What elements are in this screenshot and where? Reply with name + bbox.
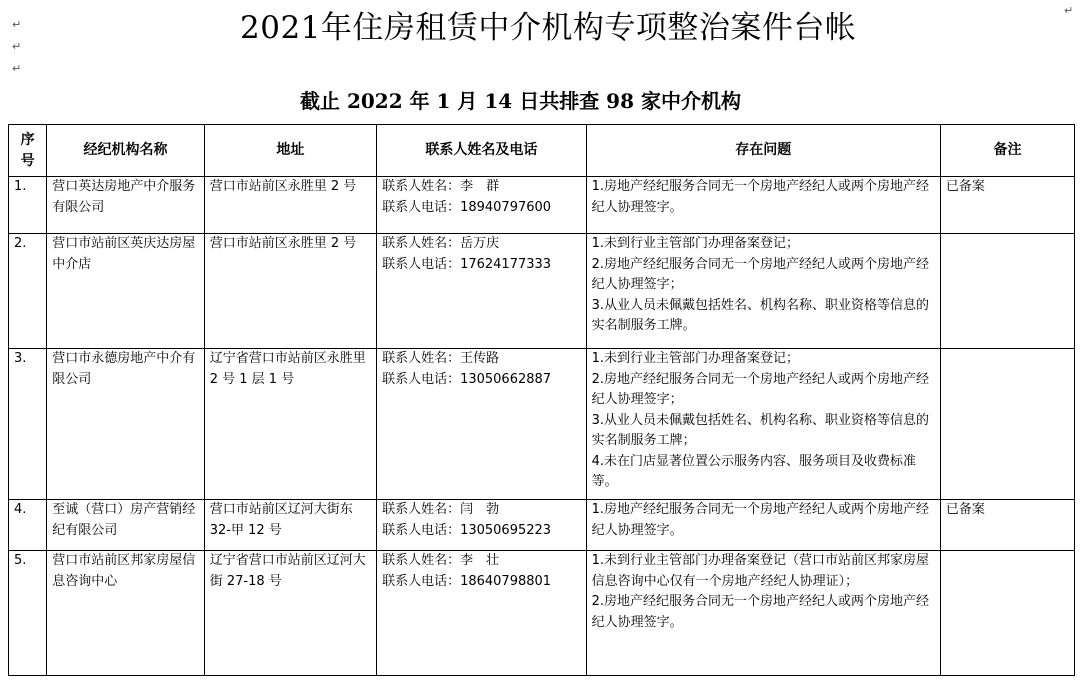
row-address: 营口市站前区永胜里 2 号 bbox=[204, 234, 376, 349]
row-agency-name: 营口英达房地产中介服务有限公司 bbox=[47, 177, 204, 234]
contact-phone: 联系人电话：18640798801 bbox=[382, 573, 552, 589]
row-num: 1. bbox=[9, 177, 47, 234]
row-issues bbox=[586, 234, 940, 349]
row-num: 3. bbox=[9, 349, 47, 500]
row-issues bbox=[586, 551, 940, 676]
row-issues bbox=[586, 349, 940, 500]
paragraph-mark-icon: ↵ bbox=[12, 40, 22, 53]
issue-item: 1.房地产经纪服务合同无一个房地产经纪人或两个房地产经纪人协理签字。 bbox=[591, 502, 930, 538]
contact-name: 联系人姓名：岳万庆 bbox=[382, 236, 500, 251]
contact-phone: 联系人电话：13050695223 bbox=[382, 522, 552, 538]
table-row bbox=[9, 349, 1075, 500]
row-agency-name: 至诚（营口）房产营销经纪有限公司 bbox=[47, 500, 204, 551]
row-contact bbox=[377, 349, 587, 500]
issue-item: 3.从业人员未佩戴包括姓名、机构名称、职业资格等信息的实名制服务工牌。 bbox=[591, 297, 930, 333]
header-note: 备注 bbox=[940, 125, 1074, 177]
contact-name: 联系人姓名：李 群 bbox=[382, 179, 500, 194]
row-agency-name: 营口市站前区英庆达房屋中介店 bbox=[47, 234, 204, 349]
contact-name: 联系人姓名：王传路 bbox=[382, 351, 500, 366]
row-contact bbox=[377, 500, 587, 551]
row-address: 辽宁省营口市站前区永胜里 2 号 1 层 1 号 bbox=[204, 349, 376, 500]
contact-phone: 联系人电话：13050662887 bbox=[382, 371, 552, 387]
table-row bbox=[9, 177, 1075, 234]
issue-item: 3.从业人员未佩戴包括姓名、机构名称、职业资格等信息的实名制服务工牌； bbox=[591, 412, 930, 448]
paragraph-marks bbox=[12, 18, 26, 84]
row-note: 已备案 bbox=[940, 500, 1074, 551]
row-contact bbox=[377, 551, 587, 676]
row-contact bbox=[377, 177, 587, 234]
table-row bbox=[9, 234, 1075, 349]
issue-item: 2.房地产经纪服务合同无一个房地产经纪人或两个房地产经纪人协理签字； bbox=[591, 256, 930, 292]
issue-item: 1.房地产经纪服务合同无一个房地产经纪人或两个房地产经纪人协理签字。 bbox=[591, 179, 930, 215]
row-address: 辽宁省营口市站前区辽河大街 27-18 号 bbox=[204, 551, 376, 676]
row-issues bbox=[586, 177, 940, 234]
row-issues bbox=[586, 500, 940, 551]
issue-item: 1.未到行业主管部门办理备案登记； bbox=[591, 351, 800, 366]
row-num: 5. bbox=[9, 551, 47, 676]
row-contact bbox=[377, 234, 587, 349]
header-contact: 联系人姓名及电话 bbox=[377, 125, 587, 177]
header-issues: 存在问题 bbox=[586, 125, 940, 177]
paragraph-mark-icon: ↵ bbox=[1064, 4, 1074, 17]
header-name: 经纪机构名称 bbox=[47, 125, 204, 177]
issue-item: 4.未在门店显著位置公示服务内容、服务项目及收费标准等。 bbox=[591, 453, 917, 489]
contact-name: 联系人姓名：闫 勃 bbox=[382, 502, 500, 517]
ledger-table bbox=[8, 124, 1075, 676]
header-num: 序号 bbox=[9, 125, 47, 177]
table-header-row bbox=[9, 125, 1075, 177]
row-note bbox=[940, 234, 1074, 349]
issue-item: 2.房地产经纪服务合同无一个房地产经纪人或两个房地产经纪人协理签字； bbox=[591, 371, 930, 407]
contact-phone: 联系人电话：18940797600 bbox=[382, 199, 552, 215]
contact-name: 联系人姓名：李 壮 bbox=[382, 553, 500, 568]
row-num: 4. bbox=[9, 500, 47, 551]
page-subtitle: 截止 2022 年 1 月 14 日共排查 98 家中介机构 bbox=[300, 89, 741, 113]
paragraph-mark-icon: ↵ bbox=[12, 62, 22, 75]
page-title: 2021年住房租赁中介机构专项整治案件台帐 bbox=[240, 10, 857, 46]
paragraph-mark-icon: ↵ bbox=[12, 18, 22, 31]
row-agency-name: 营口市永德房地产中介有限公司 bbox=[47, 349, 204, 500]
row-note: 已备案 bbox=[940, 177, 1074, 234]
row-num: 2. bbox=[9, 234, 47, 349]
issue-item: 1.未到行业主管部门办理备案登记； bbox=[591, 236, 800, 251]
row-note bbox=[940, 349, 1074, 500]
issue-item: 1.未到行业主管部门办理备案登记（营口市站前区邦家房屋信息咨询中心仅有一个房地产经纪人协理证）； bbox=[591, 553, 930, 589]
row-address: 营口市站前区辽河大街东 32-甲 12 号 bbox=[204, 500, 376, 551]
row-agency-name: 营口市站前区邦家房屋信息咨询中心 bbox=[47, 551, 204, 676]
table-row bbox=[9, 500, 1075, 551]
header-address: 地址 bbox=[204, 125, 376, 177]
row-address: 营口市站前区永胜里 2 号 bbox=[204, 177, 376, 234]
issue-item: 2.房地产经纪服务合同无一个房地产经纪人或两个房地产经纪人协理签字。 bbox=[591, 594, 930, 630]
contact-phone: 联系人电话：17624177333 bbox=[382, 256, 552, 272]
row-note bbox=[940, 551, 1074, 676]
table-row bbox=[9, 551, 1075, 676]
